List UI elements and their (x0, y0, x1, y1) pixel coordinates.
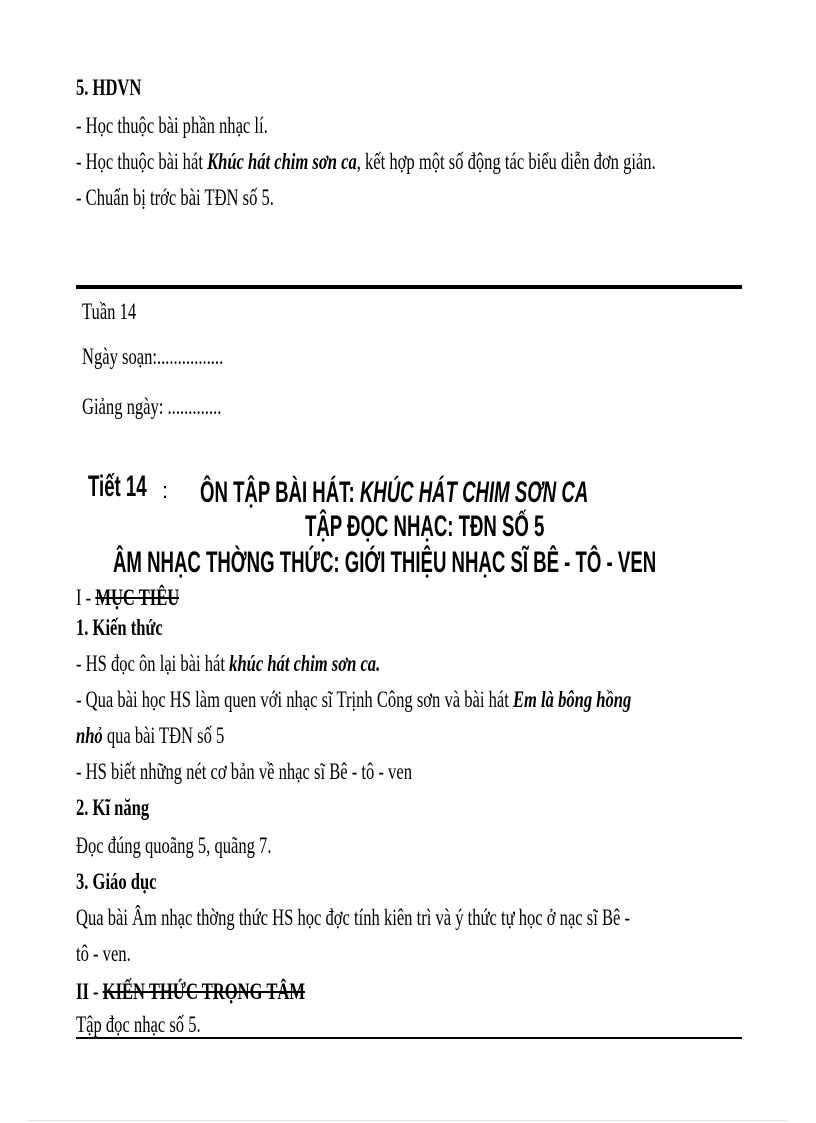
teach-date: Giảng ngày: ............. (82, 394, 222, 419)
hdvn-item-3: - Chuẩn bị trớc bài TĐN số 5. (76, 185, 274, 210)
section-2-text: Tập đọc nhạc số 5. (76, 1012, 201, 1037)
section-1-title: MỤC TIÊU (95, 585, 180, 610)
section-divider (76, 285, 742, 289)
knowledge-item-2-song-a: Em là bông hồng (512, 687, 632, 712)
knowledge-item-1-pre: - HS đọc ôn lại bài hát (76, 651, 230, 676)
lesson-title-song: KHÚC HÁT CHIM SƠN CA (359, 476, 589, 509)
hdvn-heading: 5. HDVN (76, 75, 142, 100)
education-text-1: Qua bài Âm nhạc thờng thức HS học đợc tính kiên trì và ý thức tự học ở nạc sĩ Bê - (76, 905, 631, 930)
week-label: Tuần 14 (82, 299, 137, 324)
knowledge-item-2 (76, 686, 816, 714)
hdvn-item-2 (76, 148, 816, 176)
section-2-label: II - (76, 979, 103, 1004)
knowledge-item-3: - HS biết những nét cơ bản về nhạc sĩ Bê - tô - ven (76, 759, 412, 784)
lesson-colon: : (162, 478, 169, 503)
hdvn-item-1: - Học thuộc bài phần nhạc lí. (76, 113, 268, 138)
education-heading: 3. Giáo dục (76, 869, 157, 894)
knowledge-heading: 1. Kiến thức (76, 615, 163, 640)
knowledge-item-1 (76, 650, 499, 678)
section-2-heading (76, 978, 394, 1006)
education-text-2: tô - ven. (76, 941, 131, 966)
skills-heading: 2. Kĩ năng (76, 795, 150, 820)
section-1-heading (76, 584, 219, 612)
lesson-title-3: ÂM NHẠC THỜNG THỨC: GIỚI THIỆU NHẠC SĨ BÊ - TÔ - VEN (113, 546, 657, 579)
page-edge (28, 1120, 788, 1121)
hdvn-item-2-post: , kết hợp một số động tác biểu diễn đơn giản. (356, 149, 656, 174)
section-1-label: I - (76, 585, 96, 610)
hdvn-item-2-pre: - Học thuộc bài hát (76, 149, 208, 174)
lesson-title-pre: ÔN TẬP BÀI HÁT: (200, 476, 360, 509)
lesson-period: Tiết 14 (88, 470, 147, 503)
bottom-rule (76, 1037, 742, 1039)
prep-date: Ngày soạn:................ (82, 344, 224, 369)
knowledge-item-2-post: qua bài TĐN số 5 (102, 723, 225, 748)
knowledge-item-2-song-b: nhỏ (76, 723, 103, 748)
hdvn-item-2-song: Khúc hát chim sơn ca (207, 149, 357, 174)
knowledge-item-1-song: khúc hát chim sơn ca. (229, 651, 381, 676)
knowledge-item-2-pre: - Qua bài học HS làm quen với nhạc sĩ Trịnh Công sơn và bài hát (76, 687, 513, 712)
lesson-title-1 (200, 476, 816, 510)
knowledge-item-2-cont (76, 722, 282, 750)
section-2-title: KIẾN THỨC TRỌNG TÂM (102, 979, 305, 1004)
skills-text: Đọc đúng quoãng 5, quãng 7. (76, 833, 272, 858)
lesson-title-2: TẬP ĐỌC NHẠC: TĐN SỐ 5 (305, 510, 545, 543)
